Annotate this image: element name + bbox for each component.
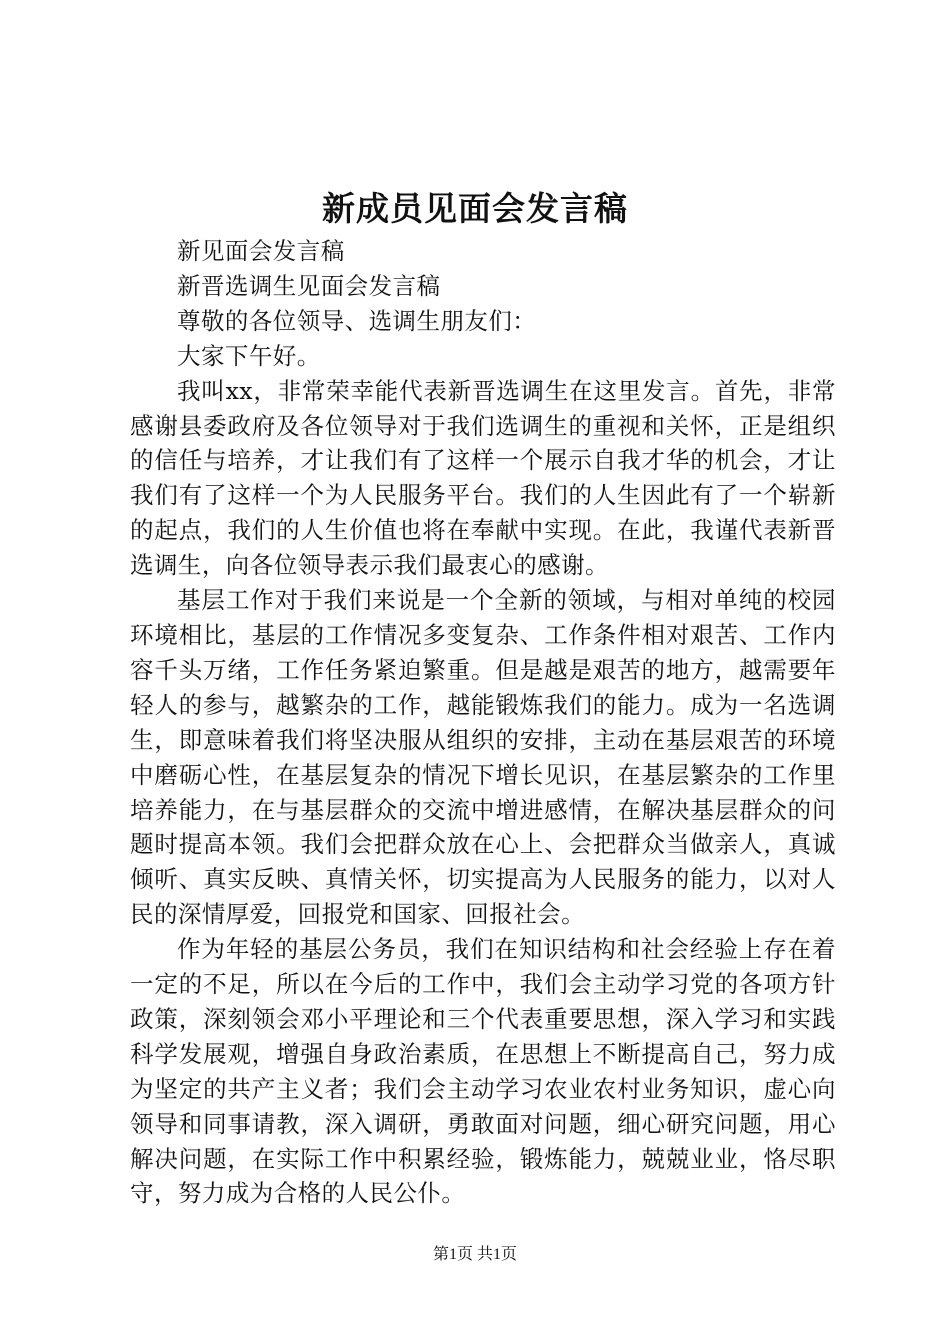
paragraph: 尊敬的各位领导、选调生朋友们： <box>177 306 537 335</box>
paragraph: 我叫xx，非常荣幸能代表新晋选调生在这里发言。首先，非常感谢县委政府及各位领导对于我们选调生的重视和关怀，正是组织的信任与培养，才让我们有了这样一个展示自我才华的机会，才让我们有了这样一个为人民服务平台。我们的人生因此有了一个崭新的起点，我们的人生价值也将在奉献中实现。在此，我谨代表新晋选调生，向各位领导表示我们最衷心的感谢。 <box>130 376 836 580</box>
document-body <box>130 234 836 1211</box>
paragraph: 基层工作对于我们来说是一个全新的领域，与相对单纯的校园环境相比，基层的工作情况多变复杂、工作条件相对艰苦、工作内容千头万绪，工作任务紧迫繁重。但是越是艰苦的地方，越需要年轻人的参与，越繁杂的工作，越能锻炼我们的能力。成为一名选调生，即意味着我们将坚决服从组织的安排，主动在基层艰苦的环境中磨砺心性，在基层复杂的情况下增长见识，在基层繁杂的工作里培养能力，在与基层群众的交流中增进感情，在解决基层群众的问题时提高本领。我们会把群众放在心上、会把群众当做亲人，真诚倾听、真实反映、真情关怀，切实提高为人民服务的能力，以对人民的深情厚爱，回报党和国家、回报社会。 <box>130 586 836 929</box>
document-title: 新成员见面会发言稿 <box>322 189 628 228</box>
paragraph: 新晋选调生见面会发言稿 <box>177 271 441 300</box>
page-footer: 第1页 共1页 <box>432 1246 517 1263</box>
paragraph: 大家下午好。 <box>177 341 321 370</box>
paragraph: 新见面会发言稿 <box>177 237 345 265</box>
paragraph: 作为年轻的基层公务员，我们在知识结构和社会经验上存在着一定的不足，所以在今后的工作中，我们会主动学习党的各项方针政策，深刻领会邓小平理论和三个代表重要思想，深入学习和实践科学发展观，增强自身政治素质，在思想上不断提高自己，努力成为坚定的共产主义者；我们会主动学习农业农村业务知识，虚心向领导和同事请教，深入调研，勇敢面对问题，细心研究问题，用心解决问题，在实际工作中积累经验，锻炼能力，兢兢业业，恪尽职守，努力成为合格的人民公仆。 <box>130 935 836 1208</box>
